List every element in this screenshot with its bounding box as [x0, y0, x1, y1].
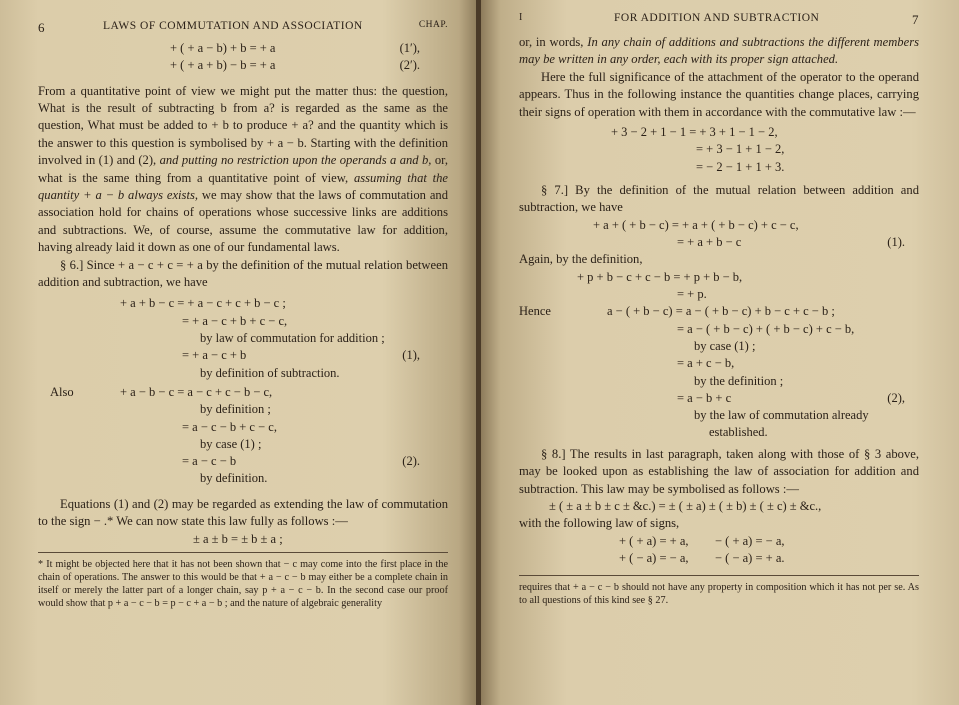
running-title: LAWS OF COMMUTATION AND ASSOCIATION	[103, 20, 363, 32]
equation-line: ± a ± b = ± b ± a ;	[193, 531, 283, 546]
paragraph: § 7.] By the definition of the mutual relation between addition and subtraction, we have	[519, 182, 919, 215]
equation-line: ± ( ± a ± b ± c ± &c.) = ± ( ± a) ± ( ± b) ± ( ± c) ± &c.,	[549, 498, 822, 513]
footnote: * It might be objected here that it has not been shown that − c may come into the first place in the chain of operations. The answer to this would be that + a − c − b may either be a complete chain in itself or merely the latter part of a longer chain, say p + a − c − b. In the second case our proof would show that p + a − c − b = p − c + a − b ; and the nature of algebraic generality	[38, 558, 448, 610]
right-page-header	[519, 12, 919, 32]
running-title: FOR ADDITION AND SUBTRACTION	[614, 12, 820, 24]
paragraph: Equations (1) and (2) may be regarded as extending the law of commutation to the sign − .* We can now state this law fully as follows :—	[38, 496, 448, 529]
left-page-header	[38, 20, 448, 40]
footnote-rule	[38, 552, 448, 553]
paragraph: § 6.] Since + a − c + c = + a by the definition of the mutual relation between addition and subtraction, we have	[38, 257, 448, 290]
paragraph: or, in words, In any chain of additions and subtractions the different members may be written in any order, each with its proper sign attached.	[519, 35, 920, 67]
paragraph: with the following law of signs,	[519, 516, 680, 531]
chapter-tag: CHAP.	[418, 20, 448, 30]
hence-label: Hence	[519, 304, 551, 319]
page-number: 6	[38, 20, 45, 35]
equation-block-1: + 3 − 2 + 1 − 1 = + 3 + 1 − 1 − 2, = + 3 − 1 + 1 − 2, = − 2 − 1 + 1 + 3.	[611, 125, 785, 174]
paragraph: Here the full significance of the attachment of the operator to the operand appears. Thus in the following instance the quantities change places, carrying their signs of operation with them in accordance with the commutative law :—	[519, 69, 919, 119]
equation-line: + ( + a − b) + b = + a (1′),	[170, 41, 420, 55]
equation-block-2: + a + ( + b − c) = + a + ( + b − c) + c − c, = + a + b − c (1).	[593, 217, 905, 250]
page-number: 7	[912, 12, 919, 27]
footnote: requires that + a − c − b should not have any property in composition which it has not per se. As to all questions of this kind see § 27.	[519, 582, 919, 607]
equation-block-1: + a + b − c = + a − c + c + b − c ; = + a − c + b + c − c, by law of commutation for addition ; = + a − c + b (1), by definition of subtraction.	[120, 296, 420, 380]
chapter-tag: I	[519, 12, 523, 23]
paragraph: Again, by the definition,	[519, 252, 643, 267]
also-label: Also	[50, 384, 74, 399]
left-page	[0, 0, 478, 705]
law-of-signs: + ( + a) = + a, − ( + a) = − a, + ( − a) = − a, − ( − a) = + a.	[619, 533, 785, 565]
paragraph: From a quantitative point of view we might put the matter thus: the question, What is the result of subtracting b from a? is regarded as the same as the question, What must be added to + b to produce + a? and the quantity which is the answer to this question is symbolised by + a − b. Starting with the definition involved in (1) and (2), and putting no restriction upon the operands a and b, or, what is the same thing from a quantitative point of view, assuming that the quantity + a − b always exists, we may show that the laws of commutation and association hold for chains of operations whose successive links are additions and subtractions. We, of course, assume the commutative law for addition, having already laid it down as one of our fundamental laws.	[38, 83, 449, 255]
equation-line: + ( + a + b) − b = + a (2′).	[170, 58, 420, 73]
right-page	[481, 0, 959, 705]
equation-block-2: Also + a − b − c = a − c + c − b − c, by definition ; = a − c − b + c − c, by case (1) ; = a − c − b (2). by definition.	[50, 384, 420, 486]
footnote-rule	[519, 575, 919, 576]
equation-block-3: + p + b − c + c − b = + p + b − b, = + p.	[577, 269, 743, 302]
paragraph: § 8.] The results in last paragraph, taken along with those of § 3 above, may be looked upon as establishing the law of association for addition and subtraction. This law may be symbolised as follows :—	[519, 446, 919, 496]
equation-block-4: Hence a − ( + b − c) = a − ( + b − c) + b − c + c − b ; = a − ( + b − c) + ( + b − c) + c − b, by case (1) ; = a + c − b, by the definition ; = a − b + c (2), by the law of commutation already established.	[519, 304, 905, 440]
